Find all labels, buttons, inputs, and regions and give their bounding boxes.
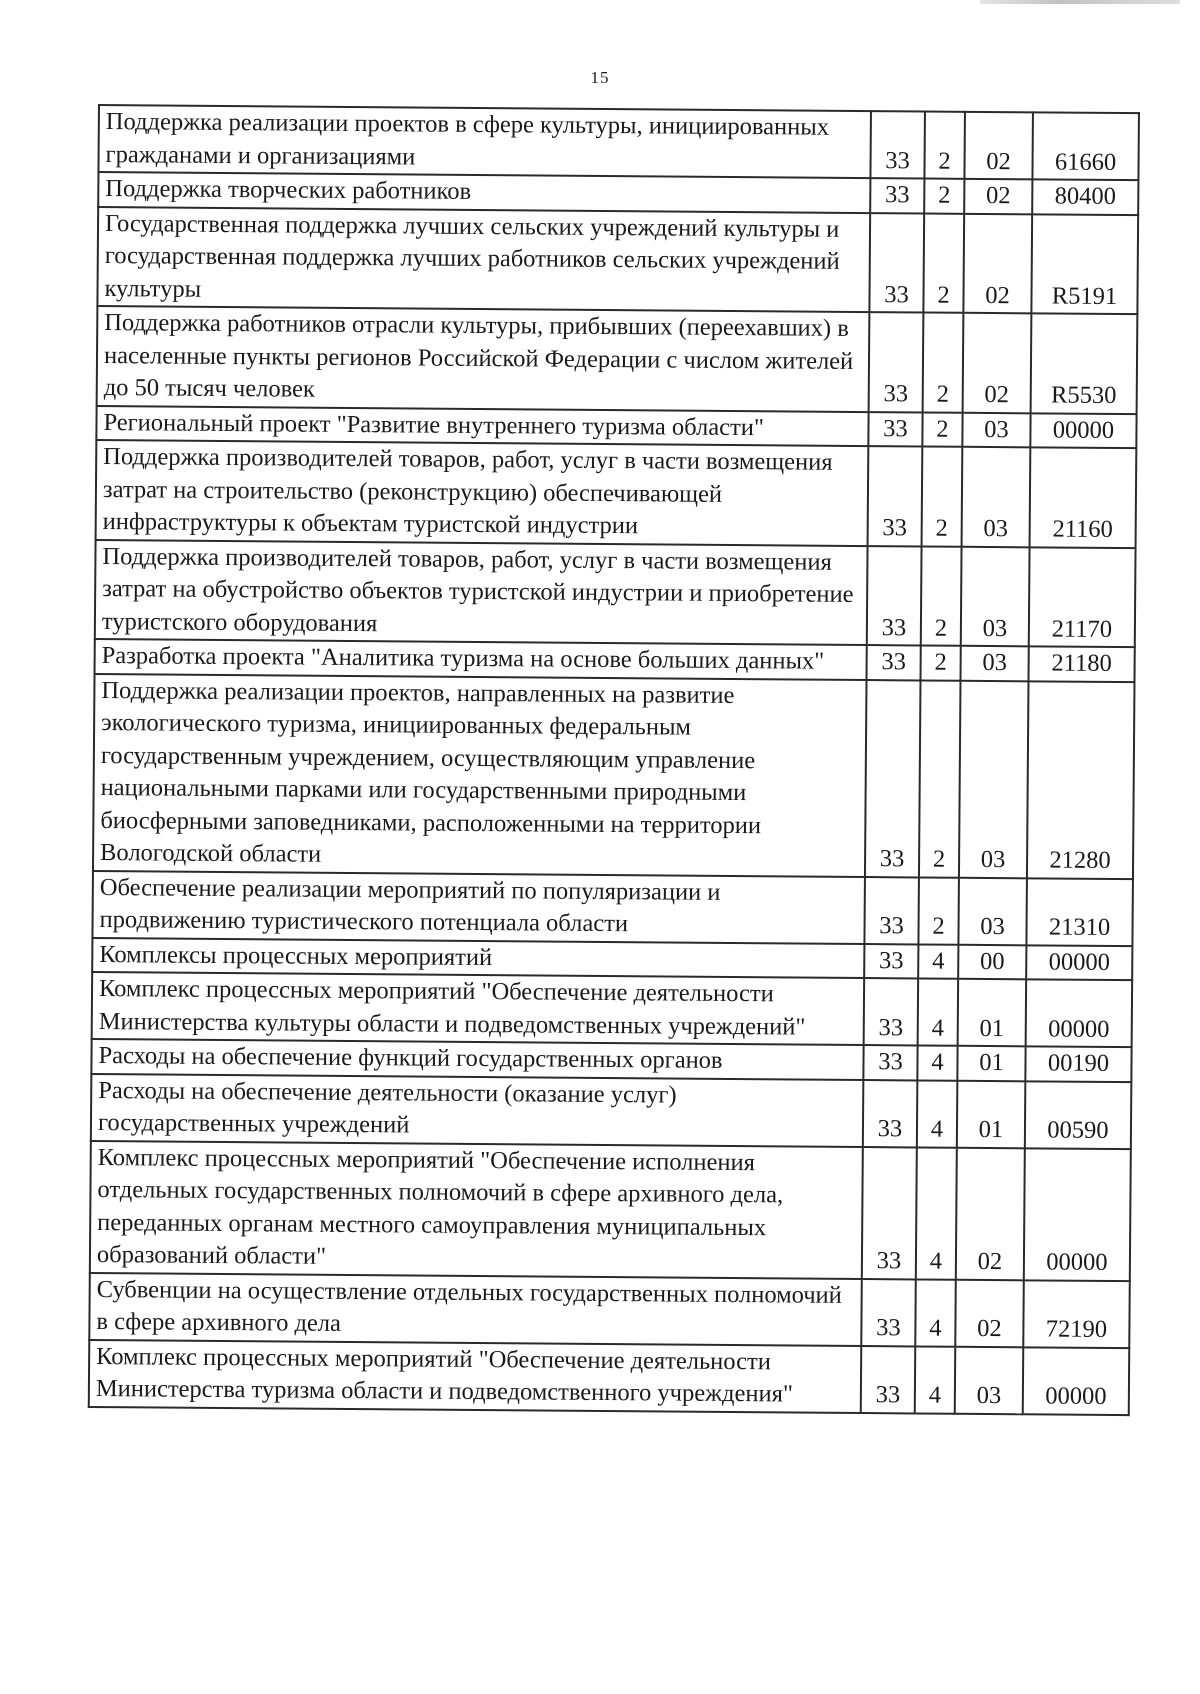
- program-code: 33: [868, 446, 923, 546]
- table-row: [90, 1140, 1131, 1280]
- table-row: [92, 870, 1132, 945]
- direction-code: R5191: [1031, 214, 1138, 314]
- row-description: Поддержка творческих работников: [98, 172, 870, 213]
- direction-code: 00000: [1023, 1347, 1130, 1415]
- row-description: Комплексы процессных мероприятий: [92, 937, 864, 978]
- program-code: 33: [861, 1346, 916, 1413]
- group-code: 02: [963, 213, 1032, 313]
- group-code: 03: [962, 447, 1031, 547]
- subprogram-code: 2: [921, 645, 961, 680]
- row-description: Региональный проект "Развитие внутреннего туризма области": [96, 405, 868, 446]
- program-code: 33: [861, 1279, 916, 1346]
- table-body: [89, 105, 1139, 1415]
- table-row: [96, 440, 1137, 548]
- group-code: 01: [957, 1046, 1025, 1081]
- table-row: [92, 972, 1132, 1047]
- group-code: 01: [958, 979, 1027, 1047]
- direction-code: 00590: [1025, 1081, 1132, 1149]
- direction-code: R5530: [1031, 313, 1138, 413]
- group-code: 03: [961, 646, 1029, 681]
- direction-code: 00000: [1030, 413, 1136, 448]
- program-code: 33: [864, 877, 919, 944]
- direction-code: 21280: [1027, 681, 1135, 879]
- subprogram-code: 4: [918, 978, 959, 1045]
- page-number: 15: [590, 68, 610, 87]
- program-code: 33: [863, 1080, 918, 1147]
- program-code: 33: [868, 412, 922, 447]
- program-code: 33: [865, 680, 921, 877]
- group-code: 00: [958, 944, 1026, 979]
- subprogram-code: 2: [923, 213, 964, 313]
- group-code: 03: [961, 546, 1030, 646]
- row-description: Государственная поддержка лучших сельских учреждений культуры и государственная поддержка лучших работников сельских учреждений культуры: [97, 207, 870, 313]
- group-code: 02: [964, 179, 1032, 214]
- group-code: 02: [955, 1279, 1024, 1347]
- direction-code: 00000: [1026, 945, 1132, 980]
- subprogram-code: 2: [923, 312, 964, 412]
- program-code: 33: [867, 645, 921, 680]
- classification-table-wrapper: [88, 104, 1138, 1416]
- subprogram-code: 4: [915, 1346, 956, 1413]
- program-code: 33: [870, 178, 924, 213]
- program-code: 33: [869, 213, 924, 313]
- row-description: Комплекс процессных мероприятий "Обеспечение деятельности Министерства туризма области и подведомственного учреждения": [89, 1339, 862, 1412]
- table-row: [97, 207, 1138, 315]
- group-code: 03: [962, 412, 1030, 447]
- direction-code: 00000: [1024, 1148, 1131, 1281]
- direction-code: 00000: [1026, 979, 1133, 1047]
- row-description: Субвенции на осуществление отдельных государственных полномочий в сфере архивного дела: [89, 1272, 862, 1345]
- direction-code: 21160: [1030, 447, 1137, 547]
- row-description: Комплекс процессных мероприятий "Обеспечение деятельности Министерства культуры области и подведомственных учреждений": [92, 972, 865, 1045]
- row-description: Расходы на обеспечение функций государственных органов: [91, 1039, 863, 1080]
- subprogram-code: 4: [916, 1147, 957, 1279]
- row-description: Поддержка производителей товаров, работ, услуг в части возмещения затрат на обустройство объектов туристской индустрии и приобретение туристского оборудования: [95, 539, 868, 645]
- direction-code: 72190: [1023, 1280, 1130, 1348]
- direction-code: 80400: [1032, 179, 1138, 214]
- program-code: 33: [864, 978, 919, 1045]
- subprogram-code: 2: [921, 546, 962, 646]
- row-description: Поддержка реализации проектов в сфере культуры, инициированных гражданами и организациями: [98, 105, 871, 178]
- group-code: 03: [958, 877, 1027, 945]
- subprogram-code: 4: [917, 1080, 958, 1147]
- subprogram-code: 4: [917, 1045, 957, 1080]
- group-code: 01: [957, 1080, 1026, 1148]
- row-description: Расходы на обеспечение деятельности (оказание услуг) государственных учреждений: [91, 1073, 864, 1146]
- table-row: [93, 673, 1135, 878]
- group-code: 02: [964, 112, 1033, 180]
- program-code: 33: [864, 944, 918, 979]
- table-row: [91, 1073, 1131, 1148]
- group-code: 03: [955, 1346, 1024, 1414]
- direction-code: 21180: [1028, 646, 1134, 681]
- row-description: Поддержка производителей товаров, работ, услуг в части возмещения затрат на строительство (реконструкцию) обеспечивающей инфраструктуры к объектам туристской индустрии: [96, 440, 869, 546]
- row-description: Поддержка реализации проектов, направленных на развитие экологического туризма, инициированных федеральным государственным учреждением, осуществляющим управление национальными парками или государственными природными биосферными заповедниками, расположенными на территории Вологодской области: [93, 673, 867, 876]
- classification-table: [88, 104, 1140, 1416]
- subprogram-code: 2: [924, 111, 965, 178]
- subprogram-code: 2: [922, 412, 962, 447]
- program-code: 33: [863, 1045, 917, 1080]
- scan-artifact: [980, 0, 1180, 4]
- group-code: 02: [963, 313, 1032, 413]
- group-code: 03: [959, 680, 1029, 878]
- program-code: 33: [870, 111, 925, 178]
- subprogram-code: 2: [922, 446, 963, 546]
- direction-code: 00190: [1025, 1046, 1131, 1081]
- program-code: 33: [862, 1147, 917, 1279]
- direction-code: 61660: [1032, 112, 1139, 180]
- table-row: [98, 105, 1138, 180]
- subprogram-code: 2: [924, 178, 964, 213]
- group-code: 02: [956, 1147, 1025, 1280]
- row-description: Обеспечение реализации мероприятий по популяризации и продвижению туристического потенциала области: [92, 870, 865, 943]
- table-row: [95, 539, 1136, 647]
- subprogram-code: 4: [915, 1279, 956, 1346]
- table-row: [97, 306, 1138, 414]
- table-row: [89, 1339, 1129, 1414]
- row-description: Комплекс процессных мероприятий "Обеспечение исполнения отдельных государственных полномочий в сфере архивного дела, переданных органам местного самоуправления муниципальных образований области": [90, 1140, 863, 1278]
- program-code: 33: [867, 546, 922, 646]
- subprogram-code: 4: [918, 944, 958, 979]
- direction-code: 21170: [1029, 547, 1136, 647]
- table-row: [89, 1272, 1129, 1347]
- row-description: Разработка проекта "Аналитика туризма на основе больших данных": [95, 639, 867, 680]
- direction-code: 21310: [1026, 878, 1133, 946]
- program-code: 33: [869, 312, 924, 412]
- row-description: Поддержка работников отрасли культуры, прибывших (переехавших) в населенные пункты регионов Российской Федерации с числом жителей до 50 тысяч человек: [97, 306, 870, 412]
- subprogram-code: 2: [919, 680, 961, 877]
- subprogram-code: 2: [918, 877, 959, 944]
